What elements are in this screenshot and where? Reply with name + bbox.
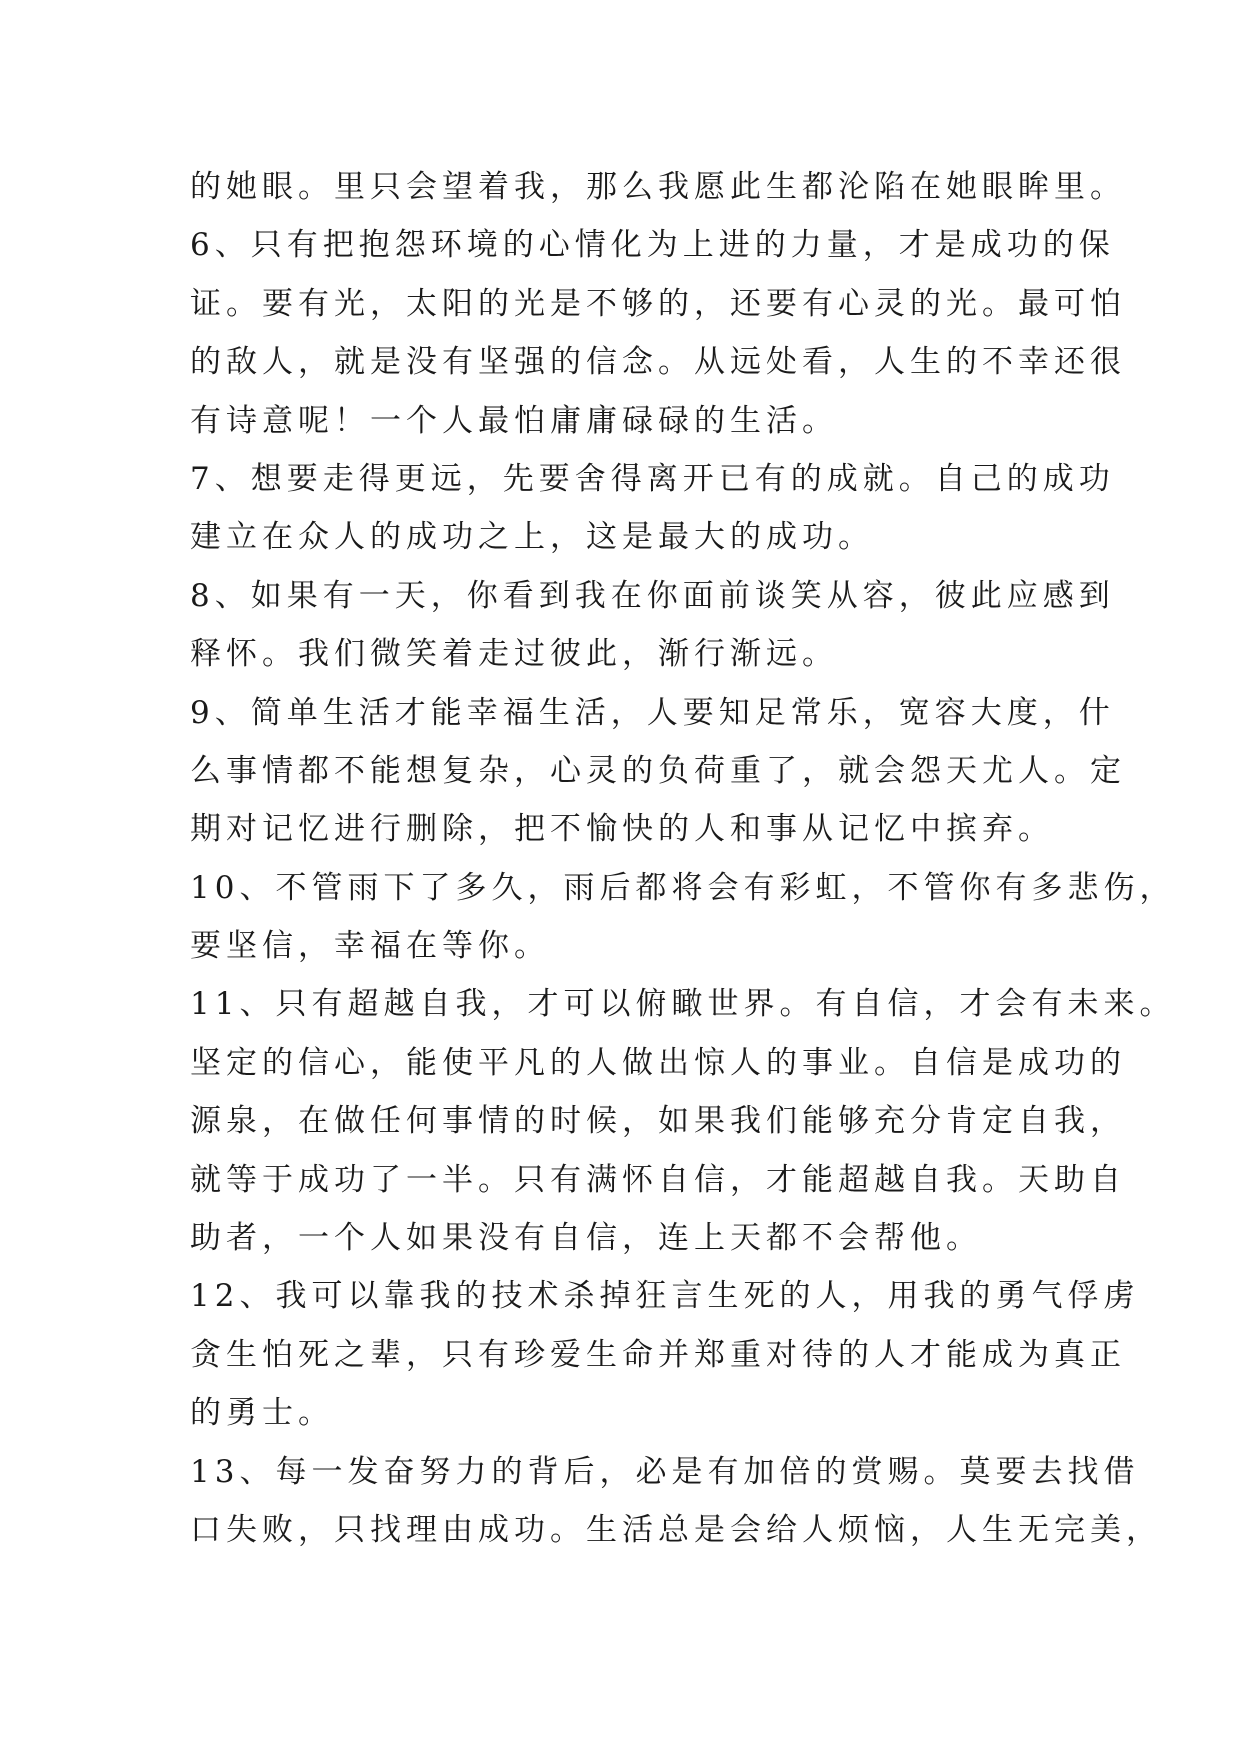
text-line: 坚定的信心，能使平凡的人做出惊人的事业。自信是成功的: [190, 1044, 1126, 1081]
text-line: 13、每一发奋努力的背后，必是有加倍的赏赐。莫要去找借: [190, 1453, 1140, 1490]
text-line: 贪生怕死之辈，只有珍爱生命并郑重对待的人才能成为真正: [190, 1336, 1126, 1373]
text-line: 源泉，在做任何事情的时候，如果我们能够充分肯定自我，: [190, 1103, 1126, 1140]
text-line: 么事情都不能想复杂，心灵的负荷重了，就会怨天尤人。定: [190, 752, 1126, 789]
text-line: 8、如果有一天，你看到我在你面前谈笑从容，彼此应感到: [190, 577, 1115, 614]
text-line: 期对记忆进行删除，把不愉快的人和事从记忆中摈弃。: [190, 811, 1054, 848]
text-line: 就等于成功了一半。只有满怀自信，才能超越自我。天助自: [190, 1161, 1126, 1198]
text-line: 有诗意呢！一个人最怕庸庸碌碌的生活。: [190, 402, 838, 439]
document-body: [190, 158, 1176, 1559]
text-line: 助者，一个人如果没有自信，连上天都不会帮他。: [190, 1220, 982, 1257]
text-line: 的勇士。: [190, 1395, 334, 1432]
text-line: 要坚信，幸福在等你。: [190, 928, 550, 965]
text-line: 9、简单生活才能幸福生活，人要知足常乐，宽容大度，什: [190, 694, 1115, 731]
text-line: 7、想要走得更远，先要舍得离开已有的成就。自己的成功: [190, 460, 1115, 497]
text-line: 证。要有光，太阳的光是不够的，还要有心灵的光。最可怕: [190, 285, 1126, 322]
text-line: 12、我可以靠我的技术杀掉狂言生死的人，用我的勇气俘虏: [190, 1278, 1140, 1315]
text-line: 的她眼。里只会望着我，那么我愿此生都沦陷在她眼眸里。: [190, 169, 1126, 205]
text-line: 6、只有把抱怨环境的心情化为上进的力量，才是成功的保: [190, 227, 1115, 264]
text-line: 11、只有超越自我，才可以俯瞰世界。有自信，才会有未来。: [190, 986, 1176, 1023]
text-line: 建立在众人的成功之上，这是最大的成功。: [190, 519, 874, 556]
text-line: 口失败，只找理由成功。生活总是会给人烦恼，人生无完美，: [190, 1511, 1162, 1548]
text-line: 的敌人，就是没有坚强的信念。从远处看，人生的不幸还很: [190, 344, 1126, 381]
text-line: 10、不管雨下了多久，雨后都将会有彩虹，不管你有多悲伤，: [190, 869, 1176, 906]
text-line: 释怀。我们微笑着走过彼此，渐行渐远。: [190, 636, 838, 673]
